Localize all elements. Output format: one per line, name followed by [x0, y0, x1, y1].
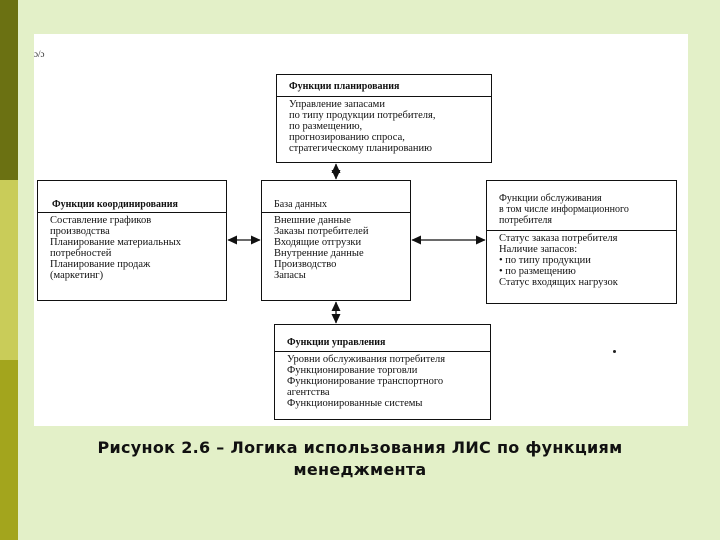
- database-line: Заказы потребителей: [274, 226, 369, 237]
- coordination-line: Составление графиков: [50, 215, 152, 226]
- planning-line: стратегическому планированию: [289, 143, 433, 154]
- management-line: Функционирование торговли: [287, 365, 418, 376]
- coordination-line: Планирование материальных: [50, 237, 182, 248]
- box-coordination-functions: [37, 180, 227, 301]
- box-management-body: [275, 352, 490, 411]
- service-line: Статус заказа потребителя: [499, 233, 618, 244]
- management-line: Функционированные системы: [287, 398, 423, 409]
- caption-line-1: Рисунок 2.6 – Логика использования ЛИС по функциям: [97, 438, 623, 457]
- database-line: Производство: [274, 259, 337, 270]
- box-planning-functions: [276, 74, 492, 163]
- box-database: [261, 180, 411, 301]
- management-line: Уровни обслуживания потребителя: [287, 354, 446, 365]
- figure-caption: [40, 437, 680, 481]
- coordination-line: Планирование продаж: [50, 259, 151, 270]
- box-planning-body: [277, 97, 491, 156]
- coordination-line: производства: [50, 226, 110, 237]
- service-title-line: в том числе информационного: [499, 204, 629, 215]
- planning-line: по размещению,: [289, 121, 363, 132]
- box-service-body: [487, 231, 676, 290]
- box-coordination-title: Функции координирования: [38, 181, 226, 213]
- service-title-line: потребителя: [499, 215, 552, 226]
- planning-line: прогнозированию спроса,: [289, 132, 405, 143]
- management-line: Функционирование транспортного: [287, 376, 444, 387]
- database-line: Внутренние данные: [274, 248, 364, 259]
- box-service-functions: [486, 180, 677, 304]
- box-planning-title: Функции планирования: [277, 75, 491, 97]
- box-database-title: База данных: [262, 181, 410, 213]
- box-management-title: Функции управления: [275, 325, 490, 352]
- planning-line: по типу продукции потребителя,: [289, 110, 436, 121]
- database-line: Внешние данные: [274, 215, 351, 226]
- database-line: Запасы: [274, 270, 306, 281]
- box-database-body: [262, 213, 410, 283]
- service-title-line: Функции обслуживания: [499, 193, 602, 204]
- service-line: Статус входящих нагрузок: [499, 277, 618, 288]
- service-line: • по типу продукции: [499, 255, 591, 266]
- coordination-line: (маркетинг): [50, 270, 104, 281]
- database-line: Входящие отгрузки: [274, 237, 362, 248]
- management-line: агентства: [287, 387, 330, 398]
- service-line: • по размещению: [499, 266, 576, 277]
- caption-line-2: менеджмента: [293, 460, 427, 479]
- service-line: Наличие запасов:: [499, 244, 578, 255]
- coordination-line: потребностей: [50, 248, 112, 259]
- box-management-functions: [274, 324, 491, 420]
- box-service-title: [487, 181, 676, 231]
- corner-mark: ɔ/ɔ: [34, 49, 45, 59]
- stray-dot: [613, 350, 616, 353]
- box-coordination-body: [38, 213, 226, 283]
- planning-line: Управление запасами: [289, 99, 385, 110]
